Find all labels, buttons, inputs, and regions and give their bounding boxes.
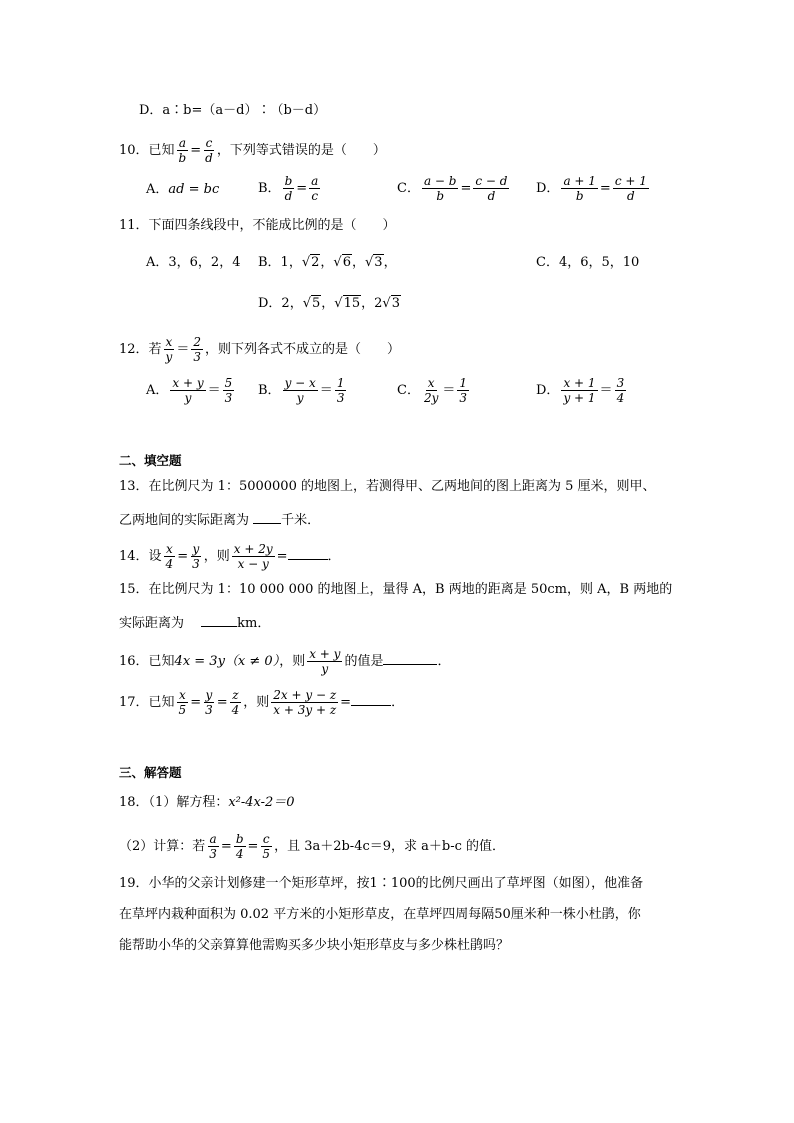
q16: 16．已知4x = 3y（x ≠ 0），则 $\frac{x + y}{y}$ 的值是 ． bbox=[119, 647, 451, 676]
q15-answer-blank[interactable] bbox=[201, 612, 237, 627]
q14: 14．设 $\frac{x}{4}$ = $\frac{y}{3}$ ，则 $\frac{x + 2y}{x - y}$ = ． bbox=[119, 542, 341, 571]
q13-line2: 乙两地间的实际距离为 千米． bbox=[119, 509, 320, 531]
q17: 17．已知 $\frac{x}{5}$ = $\frac{y}{3}$ = $\frac{z}{4}$ ，则 $\frac{2x + y - z}{x + 3y + z}$ = ． bbox=[119, 688, 405, 717]
q18-part2: （2）计算：若 $\frac{a}{3}$ = $\frac{b}{4}$ = $\frac{c}{5}$ ，且 3a＋2b-4c＝9，求 a＋b-c 的值． bbox=[119, 832, 506, 861]
q11-option-b: B．1，√2，√6，√3， bbox=[258, 255, 397, 270]
q15-line1: 15．在比例尺为 1：10 000 000 的地图上，量得 A，B 两地的距离是 50cm，则 A，B 两地的 bbox=[119, 582, 673, 597]
q10-option-a: A．ad = bc bbox=[146, 182, 220, 197]
q11-option-d: D．2，√5，√15，2√3 bbox=[258, 296, 400, 311]
q16-answer-blank[interactable] bbox=[383, 650, 437, 665]
q11-stem: 11．下面四条线段中，不能成比例的是（ ） bbox=[119, 218, 396, 233]
q13-answer-blank[interactable] bbox=[253, 509, 281, 524]
q13-line1: 13．在比例尺为 1：5000000 的地图上，若测得甲、乙两地间的图上距离为 5 厘米，则甲、 bbox=[119, 479, 656, 494]
q10-frac-a-b: $\frac{a}{b}$ bbox=[178, 136, 187, 165]
q19-line2: 在草坪内栽种面积为 0.02 平方米的小矩形草皮，在草坪四周每隔50厘米种一株小杜鹃，你 bbox=[119, 907, 641, 922]
q19-line3: 能帮助小华的父亲算算他需购买多少块小矩形草皮与多少株杜鹃吗？ bbox=[119, 938, 510, 953]
q15-line2: 实际距离为 km． bbox=[119, 612, 270, 634]
q12-option-b: B． $\frac{y - x}{y}$ ＝ $\frac{1}{3}$ bbox=[258, 376, 345, 405]
q11-option-c: C．4，6，5，10 bbox=[536, 255, 640, 270]
q10-option-b: B． $\frac{b}{d}$ = $\frac{a}{c}$ bbox=[258, 174, 319, 203]
q12-stem: 12．若 $\frac{x}{y}$ ＝ $\frac{2}{3}$ ，则下列各式不成立的是（ ） bbox=[119, 335, 400, 364]
q17-answer-blank[interactable] bbox=[351, 691, 391, 706]
section-solve-title: 三、解答题 bbox=[119, 765, 182, 780]
q19-line1: 19．小华的父亲计划修建一个矩形草坪，按1∶100的比例尺画出了草坪图（如图），他准备 bbox=[119, 876, 644, 891]
q10-frac-c-d: $\frac{c}{d}$ bbox=[205, 136, 213, 165]
q10-option-c: C． $\frac{a - b}{b}$ = $\frac{c - d}{d}$ bbox=[397, 174, 508, 203]
q11-option-a: A．3，6，2，4 bbox=[146, 255, 241, 270]
q10-option-d: D． $\frac{a + 1}{b}$ = $\frac{c + 1}{d}$ bbox=[536, 174, 647, 203]
q12-option-c: C． $\frac{x}{2y}$ ＝ $\frac{1}{3}$ bbox=[397, 376, 468, 405]
section-fill-in-title: 二、填空题 bbox=[119, 453, 182, 468]
q12-option-a: A． $\frac{x + y}{y}$ ＝ $\frac{5}{3}$ bbox=[146, 376, 233, 405]
q12-option-d: D． $\frac{x + 1}{y + 1}$ ＝ $\frac{3}{4}$ bbox=[536, 376, 625, 405]
q14-answer-blank[interactable] bbox=[288, 545, 328, 560]
q10-stem: 10．已知 $\frac{a}{b}$ = $\frac{c}{d}$ ，下列等式错误的是（ ） bbox=[119, 136, 386, 165]
q18-part1: 18．（1）解方程：x²-4x-2＝0 bbox=[119, 795, 295, 810]
q9-option-d: D．a∶b=（a－d）∶（b－d） bbox=[139, 103, 327, 118]
